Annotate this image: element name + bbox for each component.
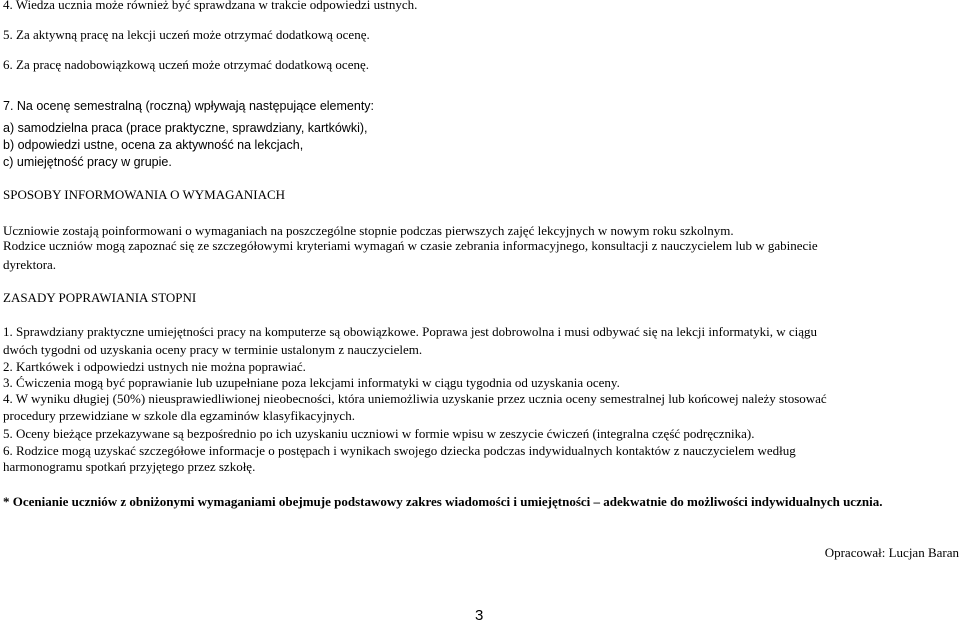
- improving-line-4: 3. Ćwiczenia mogą być poprawianie lub uzupełniane poza lekcjami informatyki w ciągu tygodnia od uzyskania oceny.: [3, 375, 620, 390]
- improving-line-9: harmonogramu spotkań przyjętego przez szkołę.: [3, 459, 256, 474]
- special-needs-note: * Ocenianie uczniów z obniżonymi wymaganiami obejmuje podstawowy zakres wiadomości i umiejętności – adekwatnie do możliwości indywidualnych ucznia.: [3, 494, 883, 509]
- improving-line-3: 2. Kartkówek i odpowiedzi ustnych nie można poprawiać.: [3, 359, 306, 374]
- improving-heading: ZASADY POPRAWIANIA STOPNI: [3, 290, 197, 305]
- author-signature: Opracował: Lucjan Baran: [824, 545, 959, 560]
- improving-line-1: 1. Sprawdziany praktyczne umiejętności pracy na komputerze są obowiązkowe. Poprawa jest dobrowolna i musi odbywać się na lekcji informatyki, w ciągu: [3, 324, 818, 339]
- improving-line-2: dwóch tygodni od uzyskania oceny pracy w terminie ustalonym z nauczycielem.: [3, 342, 423, 357]
- semester-item-c: c) umiejętność pracy w grupie.: [3, 155, 172, 169]
- semester-item-b: b) odpowiedzi ustne, ocena za aktywność na lekcjach,: [3, 138, 304, 152]
- improving-line-7: 5. Oceny bieżące przekazywane są bezpośrednio po ich uzyskaniu uczniowi w formie wpisu w zeszycie ćwiczeń (integralna część podręcznika).: [3, 426, 755, 441]
- semester-item-a: a) samodzielna praca (prace praktyczne, sprawdziany, kartkówki),: [3, 121, 368, 135]
- informing-heading: SPOSOBY INFORMOWANIA O WYMAGANIACH: [3, 187, 286, 202]
- improving-line-8: 6. Rodzice mogą uzyskać szczegółowe informacje o postępach i wynikach swojego dziecka podczas indywidualnych kontaktów z nauczycielem według: [3, 443, 796, 458]
- improving-line-6: procedury przewidziane w szkole dla egzaminów klasyfikacyjnych.: [3, 408, 355, 423]
- informing-line-3: dyrektora.: [3, 257, 57, 272]
- semester-intro: 7. Na ocenę semestralną (roczną) wpływają następujące elementy:: [3, 99, 375, 113]
- informing-line-2: Rodzice uczniów mogą zapoznać się ze szczegółowymi kryteriami wymagań w czasie zebrania informacyjnego, konsultacji z nauczycielem lub w gabinecie: [3, 238, 818, 253]
- rule-item-5: 5. Za aktywną pracę na lekcji uczeń może otrzymać dodatkową ocenę.: [3, 27, 370, 42]
- page-number: 3: [475, 607, 484, 624]
- rule-item-4: 4. Wiedza ucznia może również być sprawdzana w trakcie odpowiedzi ustnych.: [3, 0, 418, 12]
- rule-item-6: 6. Za pracę nadobowiązkową uczeń może otrzymać dodatkową ocenę.: [3, 57, 369, 72]
- informing-line-1: Uczniowie zostają poinformowani o wymaganiach na poszczególne stopnie podczas pierwszych zajęć lekcyjnych w nowym roku szkolnym.: [3, 223, 734, 238]
- improving-line-5: 4. W wyniku długiej (50%) nieusprawiedliwionej nieobecności, która uniemożliwia uzyskanie przez ucznia oceny semestralnej lub końcowej należy stosować: [3, 391, 827, 406]
